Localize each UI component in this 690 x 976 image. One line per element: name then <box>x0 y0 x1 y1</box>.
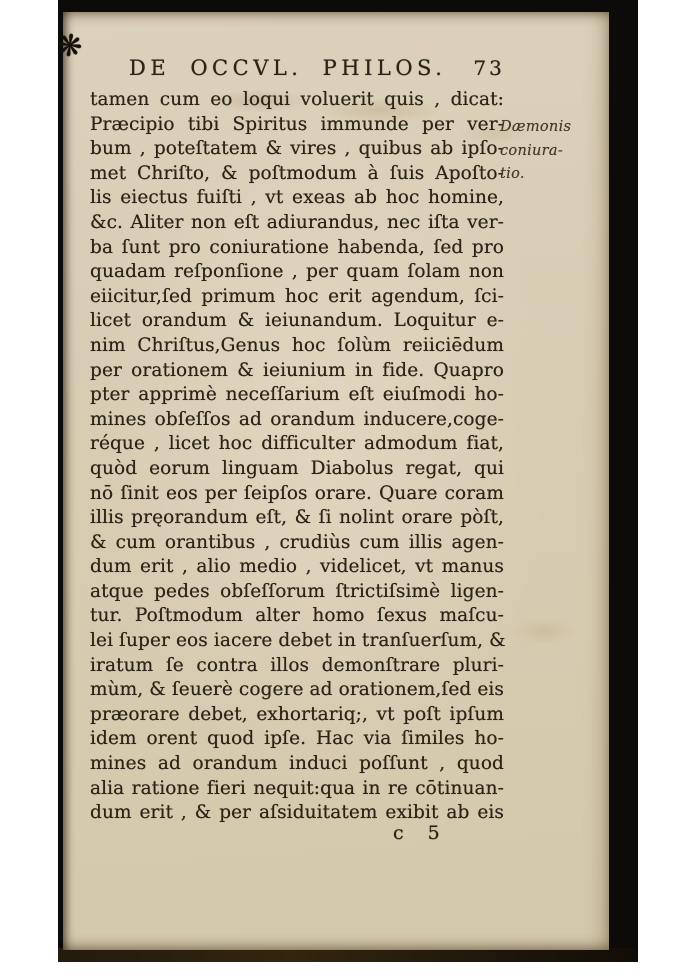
margin-note-line: tio. <box>500 166 525 182</box>
text-line: dum erit , alio medio , videlicet, vt manus <box>90 556 504 578</box>
text-line: per orationem & ieiunium in fide. Quapro <box>90 359 504 381</box>
text-line: mines ad orandum induci poſſunt , quod <box>90 753 504 775</box>
signature-mark: c 5 <box>393 822 440 844</box>
fleuron-ornament-icon: ❋ <box>54 27 85 66</box>
text-line: tamen cum eo loqui voluerit quis , dicat: <box>90 89 504 110</box>
header-title: DE OCCVL. PHILOS. <box>129 56 447 80</box>
text-line: tur. Poſtmodum alter homo ſexus maſcu- <box>90 605 504 627</box>
body-text-column <box>90 88 504 826</box>
text-line: bum , poteſtatem & vires , quibus ab ipſo- <box>90 138 504 160</box>
text-line: Præcipio tibi Spiritus immunde per ver- <box>90 113 504 135</box>
text-line: réque , licet hoc difficulter admodum fiat, <box>90 433 504 455</box>
text-line: eiicitur,ſed primum hoc erit agendum, ſci- <box>90 285 504 307</box>
text-line: ba ſunt pro coniuratione habenda, ſed pro <box>90 236 504 258</box>
running-header <box>63 56 609 80</box>
text-line: mùm, & ſeuerè cogere ad orationem,ſed eis <box>90 679 504 701</box>
text-line: nō ſinit eos per ſeipſos orare. Quare coram <box>90 482 504 504</box>
text-line: met Chriſto, & poſtmodum à ſuis Apoſto- <box>90 162 504 184</box>
text-line: quòd eorum linguam Diabolus regat, qui <box>90 457 504 479</box>
text-line: mines obſeſſos ad orandum inducere,coge- <box>90 408 504 430</box>
scan-backdrop <box>54 0 638 962</box>
text-line: lei ſuper eos iacere debet in tranſuerſum, & <box>90 630 506 652</box>
text-line: lis eiectus fuiſti , vt exeas ab hoc homine, <box>90 187 504 209</box>
text-line: dum erit , & per aſsiduitatem exibit ab eis <box>90 802 504 824</box>
text-line: illis pręorandum eſt, & ſi nolint orare pòſt, <box>90 507 504 529</box>
text-line: licet orandum & ieiunandum. Loquitur e- <box>90 310 504 332</box>
text-line: atque pedes obſeſſorum ſtrictiſsimè ligen- <box>90 580 504 602</box>
book-page <box>54 12 609 950</box>
text-line: & cum orantibus , crudiùs cum illis agen- <box>90 531 504 553</box>
text-line: nim Chriſtus,Genus hoc ſolùm reiiciēdum <box>90 334 504 356</box>
margin-note-line: coniura- <box>500 142 564 159</box>
margin-note <box>500 116 590 187</box>
text-line: &c. Aliter non eſt adiurandus, nec iſta ver- <box>90 211 504 233</box>
text-line: pter apprimè neceſſarium eſt eiuſmodi ho- <box>90 384 504 406</box>
text-line: præorare debet, exhortariq;, vt poſt ipſum <box>90 703 504 725</box>
text-line: iratum ſe contra illos demonſtrare pluri- <box>90 654 504 676</box>
margin-note-line: Dæmonis <box>500 119 572 135</box>
text-line: idem orent quod ipſe. Hac via ſimiles ho- <box>90 728 504 750</box>
page-number: 73 <box>473 56 505 80</box>
text-line: quadam reſponſione , per quam ſolam non <box>90 261 504 283</box>
text-line: alia ratione fieri nequit:qua in re cōtinuan- <box>90 777 504 799</box>
book-bottom-edge <box>58 948 638 962</box>
